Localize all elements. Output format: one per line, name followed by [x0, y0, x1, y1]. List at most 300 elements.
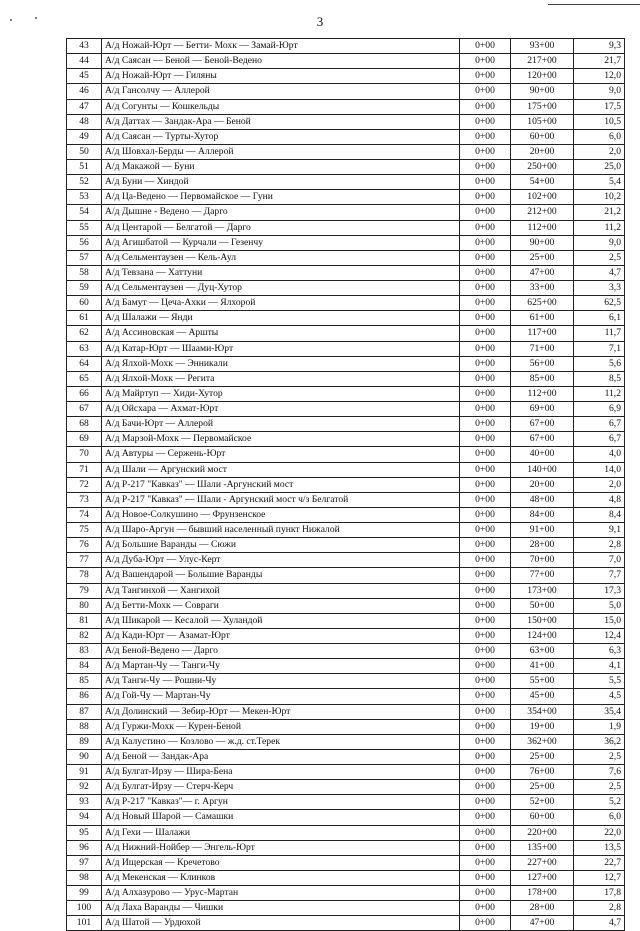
table-row: [67, 311, 625, 326]
road-length: 7,7: [574, 568, 625, 583]
table-row: [67, 795, 625, 810]
road-length: 4,1: [574, 659, 625, 674]
road-name: А/д Р-217 "Кавказ" — Шали -Аргунский мост: [102, 477, 460, 492]
row-number: 101: [67, 916, 102, 931]
end-chainage: 85+00: [511, 371, 574, 386]
row-number: 43: [67, 39, 102, 54]
table-row: [67, 583, 625, 598]
table-row: [67, 477, 625, 492]
road-name: А/д Тангинхой — Хангихой: [102, 583, 460, 598]
row-number: 60: [67, 296, 102, 311]
row-number: 73: [67, 492, 102, 507]
road-name: А/д Буни — Хиндой: [102, 175, 460, 190]
start-chainage: 0+00: [460, 477, 511, 492]
road-length: 5,5: [574, 674, 625, 689]
road-length: 22,7: [574, 855, 625, 870]
road-name: А/д Бамут — Цеча-Ахки — Ялхорой: [102, 296, 460, 311]
end-chainage: 52+00: [511, 795, 574, 810]
road-name: А/д Макажой — Буни: [102, 160, 460, 175]
table-row: [67, 114, 625, 129]
end-chainage: 135+00: [511, 840, 574, 855]
road-name: А/д Долинский — Зебир-Юрт — Мекен-Юрт: [102, 704, 460, 719]
start-chainage: 0+00: [460, 447, 511, 462]
road-name: А/д Сельментаузен — Дуц-Хутор: [102, 281, 460, 296]
start-chainage: 0+00: [460, 613, 511, 628]
start-chainage: 0+00: [460, 901, 511, 916]
table-row: [67, 235, 625, 250]
row-number: 61: [67, 311, 102, 326]
table-row: [67, 825, 625, 840]
road-name: А/д Ялхой-Мохк — Энникали: [102, 356, 460, 371]
road-length: 15,0: [574, 613, 625, 628]
road-length: 8,5: [574, 371, 625, 386]
start-chainage: 0+00: [460, 326, 511, 341]
row-number: 57: [67, 250, 102, 265]
road-length: 12,7: [574, 870, 625, 885]
road-length: 9,3: [574, 39, 625, 54]
road-name: А/д Новый Шарой — Самашки: [102, 810, 460, 825]
road-length: 6,7: [574, 417, 625, 432]
road-length: 10,2: [574, 190, 625, 205]
end-chainage: 61+00: [511, 311, 574, 326]
start-chainage: 0+00: [460, 462, 511, 477]
road-length: 9,0: [574, 235, 625, 250]
row-number: 75: [67, 523, 102, 538]
road-length: 2,0: [574, 477, 625, 492]
road-name: А/д Гехи — Шалажи: [102, 825, 460, 840]
road-name: А/д Беной — Зандак-Ара: [102, 749, 460, 764]
row-number: 78: [67, 568, 102, 583]
road-name: А/д Вашендарой — Большие Варанды: [102, 568, 460, 583]
end-chainage: 178+00: [511, 886, 574, 901]
table-row: [67, 462, 625, 477]
row-number: 96: [67, 840, 102, 855]
road-length: 2,5: [574, 749, 625, 764]
end-chainage: 28+00: [511, 538, 574, 553]
road-name: А/д Шатой — Урдюхой: [102, 916, 460, 931]
road-name: А/д Шалажи — Янди: [102, 311, 460, 326]
road-name: А/д Беной-Ведено — Дарго: [102, 644, 460, 659]
table-row: [67, 916, 625, 931]
row-number: 87: [67, 704, 102, 719]
table-row: [67, 628, 625, 643]
start-chainage: 0+00: [460, 69, 511, 84]
roads-table-body: [67, 39, 625, 931]
row-number: 90: [67, 749, 102, 764]
end-chainage: 117+00: [511, 326, 574, 341]
start-chainage: 0+00: [460, 54, 511, 69]
road-name: А/д Шали — Аргунский мост: [102, 462, 460, 477]
start-chainage: 0+00: [460, 749, 511, 764]
end-chainage: 112+00: [511, 220, 574, 235]
start-chainage: 0+00: [460, 840, 511, 855]
table-row: [67, 250, 625, 265]
table-row: [67, 598, 625, 613]
start-chainage: 0+00: [460, 250, 511, 265]
row-number: 64: [67, 356, 102, 371]
end-chainage: 362+00: [511, 734, 574, 749]
road-name: А/д Сельментаузен — Кель-Аул: [102, 250, 460, 265]
row-number: 56: [67, 235, 102, 250]
road-length: 6,0: [574, 129, 625, 144]
road-name: А/д Алхазурово — Урус-Мартан: [102, 886, 460, 901]
row-number: 49: [67, 129, 102, 144]
row-number: 45: [67, 69, 102, 84]
row-number: 67: [67, 402, 102, 417]
row-number: 92: [67, 780, 102, 795]
road-length: 14,0: [574, 462, 625, 477]
row-number: 55: [67, 220, 102, 235]
table-row: [67, 749, 625, 764]
road-length: 5,0: [574, 598, 625, 613]
road-name: А/д Р-217 "Кавказ"— г. Аргун: [102, 795, 460, 810]
row-number: 82: [67, 628, 102, 643]
end-chainage: 40+00: [511, 447, 574, 462]
road-name: А/д Майртуп — Хиди-Хутор: [102, 386, 460, 401]
row-number: 80: [67, 598, 102, 613]
start-chainage: 0+00: [460, 402, 511, 417]
row-number: 59: [67, 281, 102, 296]
table-row: [67, 644, 625, 659]
end-chainage: 63+00: [511, 644, 574, 659]
road-name: А/д Р-217 "Кавказ" — Шали - Аргунский мост ч/з Белгатой: [102, 492, 460, 507]
end-chainage: 41+00: [511, 659, 574, 674]
start-chainage: 0+00: [460, 160, 511, 175]
end-chainage: 48+00: [511, 492, 574, 507]
table-row: [67, 402, 625, 417]
end-chainage: 140+00: [511, 462, 574, 477]
table-row: [67, 39, 625, 54]
road-length: 11,2: [574, 220, 625, 235]
start-chainage: 0+00: [460, 281, 511, 296]
table-row: [67, 99, 625, 114]
row-number: 88: [67, 719, 102, 734]
row-number: 69: [67, 432, 102, 447]
end-chainage: 67+00: [511, 417, 574, 432]
row-number: 54: [67, 205, 102, 220]
road-length: 6,3: [574, 644, 625, 659]
end-chainage: 84+00: [511, 507, 574, 522]
end-chainage: 60+00: [511, 129, 574, 144]
end-chainage: 60+00: [511, 810, 574, 825]
road-name: А/д Ца-Ведено — Первомайское — Гуни: [102, 190, 460, 205]
start-chainage: 0+00: [460, 795, 511, 810]
start-chainage: 0+00: [460, 523, 511, 538]
row-number: 50: [67, 144, 102, 159]
end-chainage: 28+00: [511, 901, 574, 916]
table-row: [67, 129, 625, 144]
row-number: 70: [67, 447, 102, 462]
table-row: [67, 719, 625, 734]
end-chainage: 212+00: [511, 205, 574, 220]
start-chainage: 0+00: [460, 644, 511, 659]
road-length: 2,8: [574, 538, 625, 553]
road-length: 13,5: [574, 840, 625, 855]
start-chainage: 0+00: [460, 886, 511, 901]
end-chainage: 50+00: [511, 598, 574, 613]
table-row: [67, 568, 625, 583]
table-row: [67, 886, 625, 901]
road-name: А/д Ножай-Юрт — Гиляны: [102, 69, 460, 84]
table-row: [67, 659, 625, 674]
end-chainage: 250+00: [511, 160, 574, 175]
table-row: [67, 810, 625, 825]
start-chainage: 0+00: [460, 296, 511, 311]
start-chainage: 0+00: [460, 674, 511, 689]
start-chainage: 0+00: [460, 386, 511, 401]
start-chainage: 0+00: [460, 84, 511, 99]
road-length: 4,5: [574, 689, 625, 704]
table-row: [67, 69, 625, 84]
end-chainage: 175+00: [511, 99, 574, 114]
end-chainage: 105+00: [511, 114, 574, 129]
end-chainage: 54+00: [511, 175, 574, 190]
start-chainage: 0+00: [460, 734, 511, 749]
start-chainage: 0+00: [460, 538, 511, 553]
row-number: 68: [67, 417, 102, 432]
start-chainage: 0+00: [460, 704, 511, 719]
table-row: [67, 84, 625, 99]
row-number: 99: [67, 886, 102, 901]
table-row: [67, 326, 625, 341]
end-chainage: 91+00: [511, 523, 574, 538]
road-name: А/д Бачи-Юрт — Аллерой: [102, 417, 460, 432]
road-name: А/д Ассиновская — Аршты: [102, 326, 460, 341]
end-chainage: 45+00: [511, 689, 574, 704]
start-chainage: 0+00: [460, 810, 511, 825]
end-chainage: 102+00: [511, 190, 574, 205]
road-name: А/д Гуржи-Мохк — Курен-Беной: [102, 719, 460, 734]
top-rule: [548, 4, 640, 5]
table-row: [67, 190, 625, 205]
row-number: 86: [67, 689, 102, 704]
road-length: 21,2: [574, 205, 625, 220]
road-name: А/д Ножай-Юрт — Бетти- Мохк — Замай-Юрт: [102, 39, 460, 54]
road-length: 7,6: [574, 765, 625, 780]
table-row: [67, 417, 625, 432]
road-name: А/д Танги-Чу — Рошни-Чу: [102, 674, 460, 689]
row-number: 97: [67, 855, 102, 870]
table-row: [67, 356, 625, 371]
road-name: А/д Бетти-Мохк — Совраги: [102, 598, 460, 613]
table-row: [67, 265, 625, 280]
row-number: 46: [67, 84, 102, 99]
end-chainage: 47+00: [511, 265, 574, 280]
row-number: 89: [67, 734, 102, 749]
row-number: 48: [67, 114, 102, 129]
table-row: [67, 386, 625, 401]
row-number: 58: [67, 265, 102, 280]
road-name: А/д Лаха Варанды — Чишки: [102, 901, 460, 916]
start-chainage: 0+00: [460, 235, 511, 250]
end-chainage: 20+00: [511, 144, 574, 159]
road-name: А/д Даттах — Зандак-Ара — Беной: [102, 114, 460, 129]
table-row: [67, 689, 625, 704]
row-number: 71: [67, 462, 102, 477]
table-row: [67, 765, 625, 780]
start-chainage: 0+00: [460, 507, 511, 522]
road-length: 2,5: [574, 780, 625, 795]
row-number: 66: [67, 386, 102, 401]
table-row: [67, 674, 625, 689]
start-chainage: 0+00: [460, 583, 511, 598]
row-number: 91: [67, 765, 102, 780]
start-chainage: 0+00: [460, 870, 511, 885]
table-row: [67, 296, 625, 311]
end-chainage: 120+00: [511, 69, 574, 84]
road-name: А/д Дышне - Ведено — Дарго: [102, 205, 460, 220]
road-length: 11,2: [574, 386, 625, 401]
start-chainage: 0+00: [460, 765, 511, 780]
road-name: А/д Саясан — Беной — Беной-Ведено: [102, 54, 460, 69]
road-length: 25,0: [574, 160, 625, 175]
table-row: [67, 371, 625, 386]
road-length: 12,4: [574, 628, 625, 643]
end-chainage: 90+00: [511, 84, 574, 99]
start-chainage: 0+00: [460, 628, 511, 643]
table-row: [67, 780, 625, 795]
start-chainage: 0+00: [460, 39, 511, 54]
start-chainage: 0+00: [460, 659, 511, 674]
roads-table: [66, 38, 625, 931]
row-number: 62: [67, 326, 102, 341]
row-number: 81: [67, 613, 102, 628]
start-chainage: 0+00: [460, 114, 511, 129]
start-chainage: 0+00: [460, 568, 511, 583]
end-chainage: 19+00: [511, 719, 574, 734]
road-name: А/д Катар-Юрт — Шаами-Юрт: [102, 341, 460, 356]
road-name: А/д Калустино — Козлово — ж.д. ст.Терек: [102, 734, 460, 749]
end-chainage: 33+00: [511, 281, 574, 296]
end-chainage: 25+00: [511, 250, 574, 265]
row-number: 53: [67, 190, 102, 205]
end-chainage: 354+00: [511, 704, 574, 719]
table-row: [67, 704, 625, 719]
start-chainage: 0+00: [460, 689, 511, 704]
table-row: [67, 613, 625, 628]
table-row: [67, 523, 625, 538]
road-length: 8,4: [574, 507, 625, 522]
table-row: [67, 160, 625, 175]
road-length: 7,1: [574, 341, 625, 356]
start-chainage: 0+00: [460, 855, 511, 870]
start-chainage: 0+00: [460, 492, 511, 507]
road-name: А/д Автуры — Сержень-Юрт: [102, 447, 460, 462]
start-chainage: 0+00: [460, 311, 511, 326]
road-length: 4,0: [574, 447, 625, 462]
road-name: А/д Саясан — Турты-Хутор: [102, 129, 460, 144]
row-number: 47: [67, 99, 102, 114]
start-chainage: 0+00: [460, 432, 511, 447]
row-number: 93: [67, 795, 102, 810]
road-length: 35,4: [574, 704, 625, 719]
road-length: 6,7: [574, 432, 625, 447]
road-name: А/д Ойсхара — Ахмат-Юрт: [102, 402, 460, 417]
table-row: [67, 447, 625, 462]
end-chainage: 67+00: [511, 432, 574, 447]
end-chainage: 71+00: [511, 341, 574, 356]
road-name: А/д Кади-Юрт — Азамат-Юрт: [102, 628, 460, 643]
road-name: А/д Мартан-Чу — Танги-Чу: [102, 659, 460, 674]
start-chainage: 0+00: [460, 175, 511, 190]
road-length: 2,8: [574, 901, 625, 916]
row-number: 44: [67, 54, 102, 69]
start-chainage: 0+00: [460, 129, 511, 144]
row-number: 63: [67, 341, 102, 356]
road-name: А/д Агишбатой — Курчали — Гезенчу: [102, 235, 460, 250]
end-chainage: 93+00: [511, 39, 574, 54]
road-length: 1,9: [574, 719, 625, 734]
road-length: 10,5: [574, 114, 625, 129]
end-chainage: 150+00: [511, 613, 574, 628]
end-chainage: 70+00: [511, 553, 574, 568]
start-chainage: 0+00: [460, 144, 511, 159]
table-row: [67, 432, 625, 447]
road-name: А/д Булгат-Ирзу — Стерч-Керч: [102, 780, 460, 795]
road-length: 6,0: [574, 810, 625, 825]
road-length: 9,0: [574, 84, 625, 99]
road-length: 4,7: [574, 916, 625, 931]
start-chainage: 0+00: [460, 417, 511, 432]
start-chainage: 0+00: [460, 341, 511, 356]
start-chainage: 0+00: [460, 205, 511, 220]
table-row: [67, 538, 625, 553]
end-chainage: 127+00: [511, 870, 574, 885]
start-chainage: 0+00: [460, 371, 511, 386]
start-chainage: 0+00: [460, 825, 511, 840]
road-length: 5,4: [574, 175, 625, 190]
end-chainage: 112+00: [511, 386, 574, 401]
road-length: 2,0: [574, 144, 625, 159]
end-chainage: 76+00: [511, 765, 574, 780]
road-name: А/д Мекенская — Клинков: [102, 870, 460, 885]
start-chainage: 0+00: [460, 220, 511, 235]
row-number: 95: [67, 825, 102, 840]
road-length: 17,3: [574, 583, 625, 598]
start-chainage: 0+00: [460, 265, 511, 280]
road-length: 9,1: [574, 523, 625, 538]
row-number: 98: [67, 870, 102, 885]
road-length: 17,5: [574, 99, 625, 114]
road-name: А/д Шаро-Аргун — бывший населенный пункт Нижалой: [102, 523, 460, 538]
start-chainage: 0+00: [460, 598, 511, 613]
end-chainage: 124+00: [511, 628, 574, 643]
road-length: 22,0: [574, 825, 625, 840]
row-number: 100: [67, 901, 102, 916]
row-number: 76: [67, 538, 102, 553]
road-name: А/д Дуба-Юрт — Улус-Керт: [102, 553, 460, 568]
end-chainage: 220+00: [511, 825, 574, 840]
start-chainage: 0+00: [460, 719, 511, 734]
row-number: 84: [67, 659, 102, 674]
road-name: А/д Центарой — Белгатой — Дарго: [102, 220, 460, 235]
end-chainage: 55+00: [511, 674, 574, 689]
end-chainage: 625+00: [511, 296, 574, 311]
road-length: 11,7: [574, 326, 625, 341]
road-length: 6,9: [574, 402, 625, 417]
end-chainage: 173+00: [511, 583, 574, 598]
road-length: 5,2: [574, 795, 625, 810]
road-name: А/д Ищерская — Кречетово: [102, 855, 460, 870]
road-name: А/д Гансолчу — Аллерой: [102, 84, 460, 99]
start-chainage: 0+00: [460, 356, 511, 371]
row-number: 52: [67, 175, 102, 190]
road-name: А/д Ялхой-Мохк — Регита: [102, 371, 460, 386]
row-number: 65: [67, 371, 102, 386]
row-number: 51: [67, 160, 102, 175]
end-chainage: 25+00: [511, 780, 574, 795]
road-length: 17,8: [574, 886, 625, 901]
